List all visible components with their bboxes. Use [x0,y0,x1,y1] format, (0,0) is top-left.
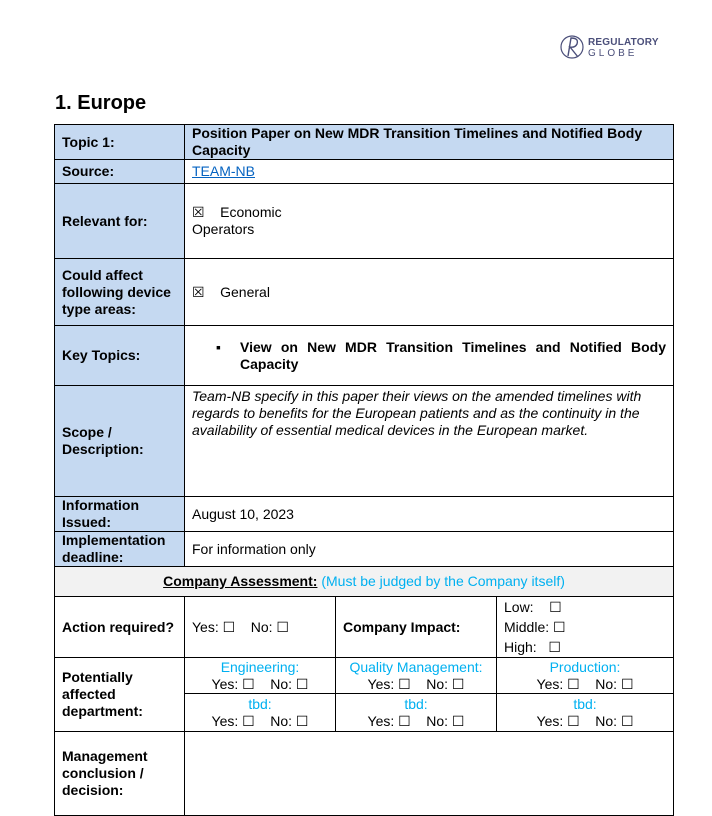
key-topics-value: View on New MDR Transition Timelines and Notified Body Capacity [240,338,667,372]
topic-table [54,124,674,816]
dept-cell [336,658,497,694]
dept-cell [185,658,336,694]
logo-text-regulatory: REGULATORY [588,37,659,48]
relevant-value [185,184,674,259]
key-topics-row [55,326,674,386]
topic-row [55,125,674,160]
impact-middle-checkbox[interactable]: Middle: ☐ [504,619,566,635]
dept-cell [497,658,674,694]
dept-yes-checkbox[interactable]: Yes: ☐ [367,675,411,692]
regulatory-globe-logo [558,32,668,62]
info-issued-row [55,497,674,532]
departments-label: Potentially affected department: [55,658,185,732]
relevant-row [55,184,674,259]
relevant-label: Relevant for: [55,184,185,259]
assessment-note: (Must be judged by the Company itself) [317,573,565,589]
impl-deadline-value: For information only [185,532,674,567]
action-row [55,597,674,658]
relevant-checkbox[interactable]: ☒ [192,204,205,220]
key-topics-label: Key Topics: [55,326,185,386]
management-label: Management conclusion / decision: [55,732,185,816]
management-value[interactable] [185,732,674,816]
topic-value: Position Paper on New MDR Transition Timelines and Notified Body Capacity [185,125,674,160]
dept-yes-checkbox[interactable]: Yes: ☐ [536,675,580,692]
logo-text-globe: GLOBE [588,48,638,59]
dept-no-checkbox[interactable]: No: ☐ [426,675,465,692]
device-areas-row [55,259,674,326]
scope-value: Team-NB specify in this paper their views on the amended timelines with regards to benefits for the European patients and as the continuity in the availability of essential medical devices in the European market. [185,386,674,497]
dept-name: Engineering: [220,658,300,675]
device-areas-label: Could affect following device type areas: [55,259,185,326]
dept-name: tbd: [404,695,428,712]
source-label: Source: [55,160,185,184]
impact-low-checkbox[interactable]: Low: ☐ [504,599,562,615]
impact-high-checkbox[interactable]: High: ☐ [504,639,561,655]
assessment-row [55,567,674,597]
management-row [55,732,674,816]
dept-name: tbd: [573,695,597,712]
info-issued-value: August 10, 2023 [185,497,674,532]
dept-cell [336,694,497,732]
dept-no-checkbox[interactable]: No: ☐ [426,712,465,729]
relevant-value-line1: Economic [220,204,282,220]
dept-cell [497,694,674,732]
info-issued-label: Information Issued: [55,497,185,532]
scope-row [55,386,674,497]
impl-deadline-row [55,532,674,567]
dept-name: Production: [549,658,621,675]
relevant-value-line2: Operators [192,221,255,237]
source-row [55,160,674,184]
scope-label: Scope / Description: [55,386,185,497]
device-areas-text: General [220,283,270,300]
dept-name: tbd: [248,695,272,712]
dept-yes-checkbox[interactable]: Yes: ☐ [211,712,255,729]
action-no-checkbox[interactable]: No: ☐ [250,618,289,635]
dept-yes-checkbox[interactable]: Yes: ☐ [367,712,411,729]
dept-row-1 [55,658,674,694]
action-yes-checkbox[interactable]: Yes: ☐ [192,618,236,635]
impl-deadline-label: Implementation deadline: [55,532,185,567]
assessment-title: Company Assessment: [163,573,318,589]
device-areas-value [185,259,674,326]
source-link[interactable]: TEAM-NB [192,163,255,179]
dept-no-checkbox[interactable]: No: ☐ [595,712,634,729]
dept-no-checkbox[interactable]: No: ☐ [270,675,309,692]
action-label: Action required? [55,597,185,658]
section-title: 1. Europe [55,92,147,114]
dept-cell [185,694,336,732]
dept-yes-checkbox[interactable]: Yes: ☐ [536,712,580,729]
globe-r-logo-icon [558,32,588,62]
dept-no-checkbox[interactable]: No: ☐ [270,712,309,729]
dept-name: Quality Management: [349,658,483,675]
impact-label: Company Impact: [336,597,497,658]
device-areas-checkbox[interactable]: ☒ [192,283,205,300]
dept-no-checkbox[interactable]: No: ☐ [595,675,634,692]
bullet-icon: ▪ [216,338,221,355]
dept-yes-checkbox[interactable]: Yes: ☐ [211,675,255,692]
topic-label: Topic 1: [55,125,185,160]
